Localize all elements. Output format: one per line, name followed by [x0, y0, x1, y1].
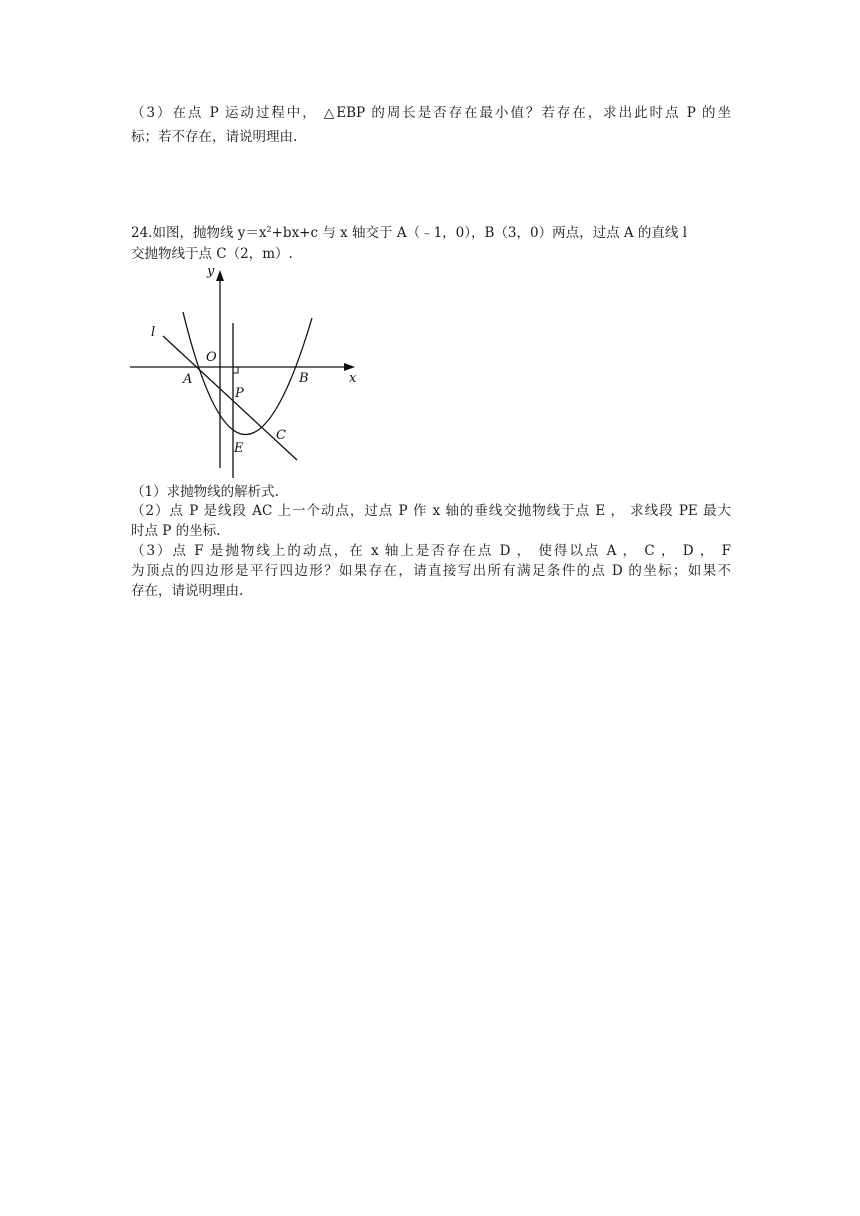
label-a: A [183, 372, 193, 387]
q23-part3-line1: （3）在点 P 运动过程中， △EBP 的周长是否存在最小值？若存在，求出此时点 P 的坐 [131, 105, 731, 121]
q24-stem-line2: 交抛物线于点 C（2，m）. [131, 246, 293, 262]
q24-stem-text-a: 24.如图，抛物线 y＝x [131, 225, 267, 241]
label-p: P [235, 386, 244, 401]
q24-part1: （1）求抛物线的解析式. [131, 484, 279, 500]
label-e: E [234, 441, 244, 456]
parabola-figure [127, 260, 362, 482]
label-c: C [276, 428, 286, 443]
q24-stem-text-b: +bx+c 与 x 轴交于 A（﹣1，0），B（3，0）两点，过点 A 的直线 l [271, 225, 688, 241]
q24-stem-line1 [131, 224, 731, 243]
q23-part3-line2: 标；若不存在，请说明理由. [131, 129, 298, 145]
q24-part3-line3: 存在，请说明理由. [131, 583, 244, 599]
q24-part3-line2: 为顶点的四边形是平行四边形？如果存在，请直接写出所有满足条件的点 D 的坐标；如果不 [131, 563, 731, 579]
x-axis-arrow [344, 363, 355, 371]
q24-stem-exponent: 2 [266, 225, 272, 234]
label-b: B [299, 371, 309, 386]
q24-part3-line1: （3）点 F 是抛物线上的动点，在 x 轴上是否存在点 D ， 使得以点 A ， C ， D ， F [131, 543, 731, 559]
label-y: y [207, 264, 215, 279]
label-l: l [151, 325, 156, 340]
label-x: x [349, 371, 357, 386]
y-axis-arrow [216, 270, 224, 281]
right-angle-mark [233, 367, 238, 373]
q24-part2-line2: 时点 P 的坐标. [131, 523, 221, 539]
label-o: O [206, 350, 217, 365]
q24-part2-line1: （2）点 P 是线段 AC 上一个动点，过点 P 作 x 轴的垂线交抛物线于点 E ， 求线段 PE 最大 [131, 503, 731, 519]
